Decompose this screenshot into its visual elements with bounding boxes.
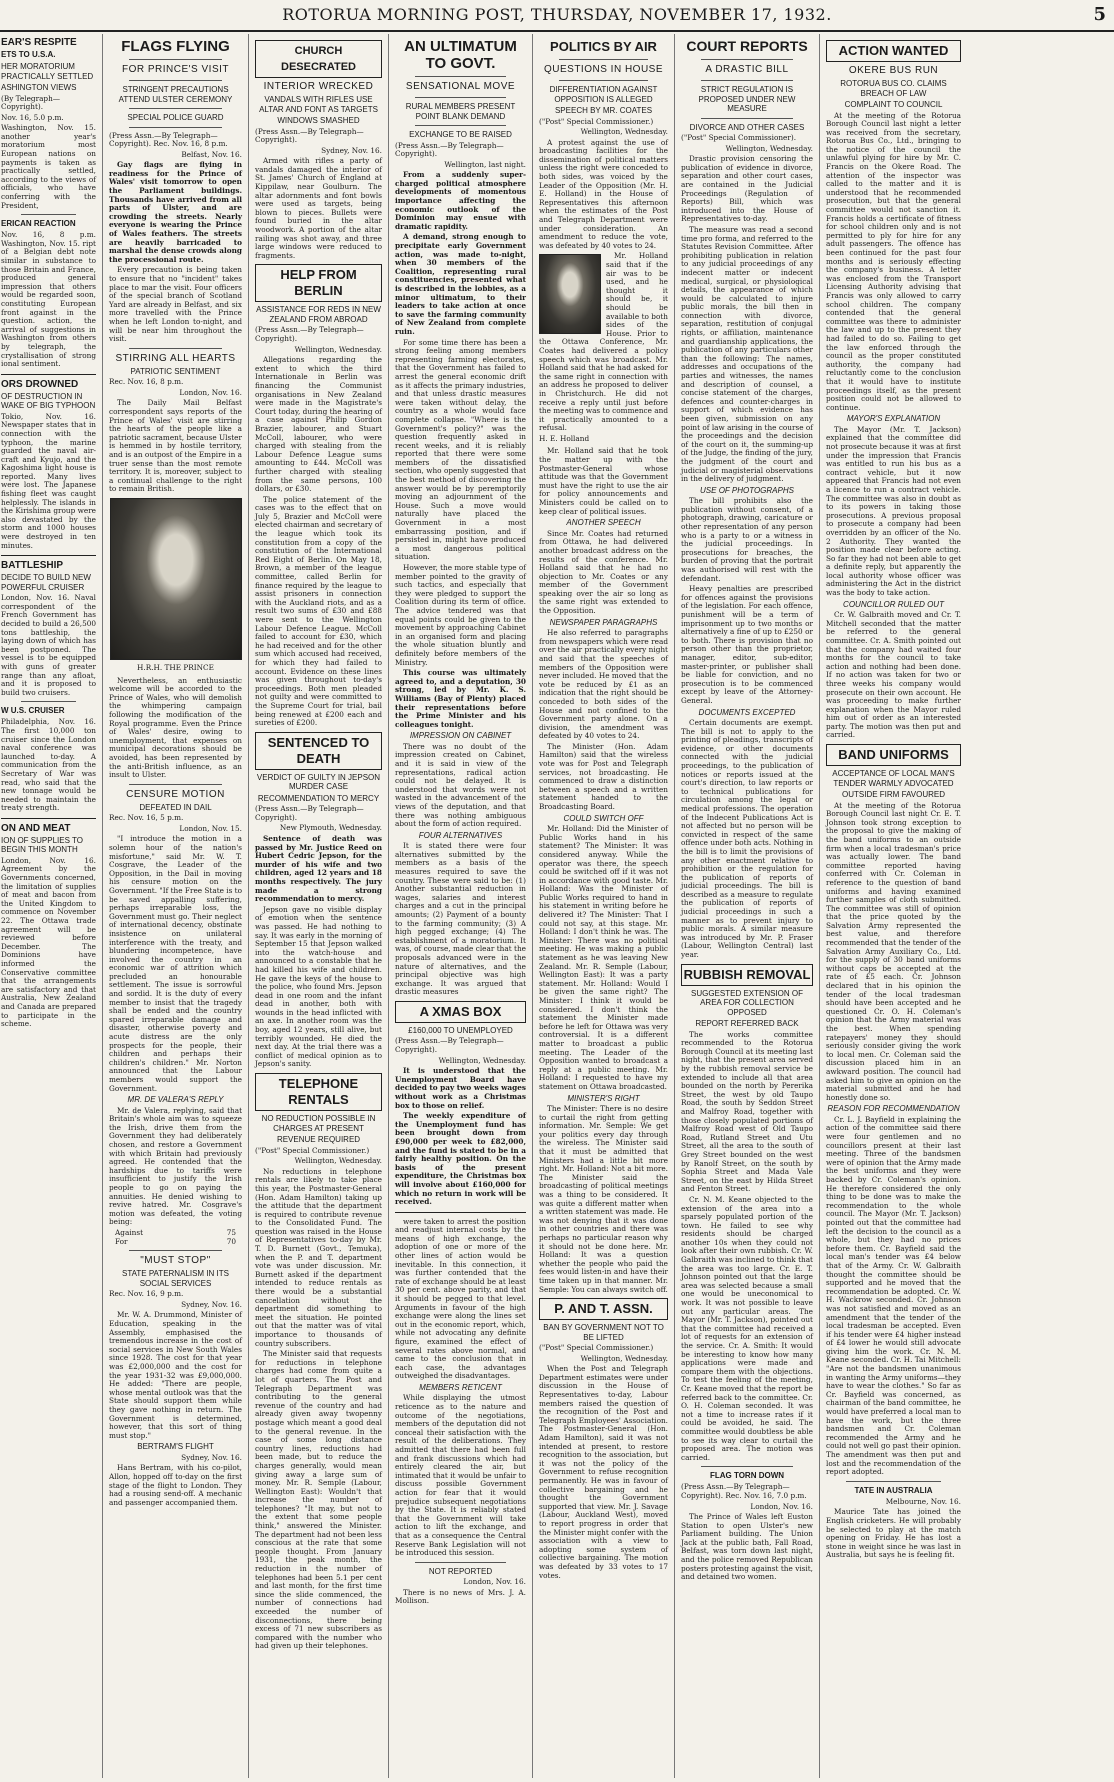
page-number: 5 bbox=[1093, 4, 1106, 25]
subhead: RECOMMENDATION TO MERCY bbox=[257, 793, 380, 803]
article-paragraph: The police statement of the cases was to the effect that on July 5, Brazier and McColl were elected chairman and secretary of the league which took its constitution from a copy of the constitution of the International Red Eight of Berlin. On May 18, Brown, a member of the league committee, called Berlin for finance required by the league to assist prisoners in connection with the Auckland riots, and as a result two sums of £30 and £88 were sent to the Wellington Labour Defence League. McColl failed to account for £30, which he had received and for the other sum which accused had received, for which they had failed to account. Evidence on these lines was given throughout to-day's proceedings. Both men pleaded not guilty and were committed to the Supreme Court for trial, bail being renewed at £200 each and sureties of £200. bbox=[255, 494, 382, 728]
subhead: REASON FOR RECOMMENDATION bbox=[827, 1104, 960, 1114]
dateline: (Press Assn.—By Telegraph—Copyright). Rec. Nov. 16, 8 p.m. bbox=[109, 130, 228, 149]
headline-bacon-meat: ON AND MEAT bbox=[1, 822, 71, 834]
article-paragraph: Every precaution is being taken to ensure that no "incident" takes place to mar the visit. Four officers of the special branch of Scotland Yard are already in Belfast, and six more travelled with the Prince when he left London to-night, and will be near him throughout the visit. bbox=[109, 265, 242, 344]
article-paragraph: Nevertheless, an enthusiastic welcome will be accorded to the Prince of Wales, who will demolish the whimpering campaign following the modification of the Royal programme. Even the Prince of Wales' desire, owing to unemployment, that expenses on municipal decorations should be avoided, has been represented by the anti-British influence, as an insult to Ulster. bbox=[109, 675, 242, 780]
article-paragraph: Drastic provision censoring the publication of evidence in divorce, separation and other court cases, are contained in the Judicial Proceedings (Regulation of Reports) Bill, which was introduced into the House of Representatives to-day. bbox=[681, 154, 813, 224]
dateline: (Press Assn.—By Telegraph—Copyright). bbox=[255, 325, 364, 343]
headline-sentenced-to-death: SENTENCED TO DEATH bbox=[255, 732, 382, 770]
divider bbox=[846, 1481, 941, 1482]
article-paragraph: Maurice Tate has joined the English cricketers. He will probably be selected to play at the match opening on Friday. He has lost a stone in weight since he was last in Australia, but says he is feeling fit. bbox=[826, 1507, 961, 1560]
place-date: Sydney, Nov. 16. bbox=[181, 1452, 242, 1462]
article-paragraph: There is no news of Mrs. J. A. Mollison. bbox=[395, 1587, 526, 1606]
article-paragraph: When the Post and Telegraph Department estimates were under discussion in the House of Representatives to-day, Labour members raised the question of the recognition of the Post and Telegraph Employees' Association. The Postmaster-General (Hon. Adam Hamilton), said it was not intended at present, to restore recognition to the association, but it was not the policy of the Government to refuse recognition permanently. He was in favour of collective bargaining and he thought the Government supported that view. Mr. J. Savage (Labour, Auckland West), moved to report progress in order that the Minister might confer with the association with a view to adopting some system of collective bargaining. The motion was defeated by 33 votes to 17 votes. bbox=[539, 1364, 668, 1580]
subhead: OUTSIDE FIRM FAVOURED bbox=[842, 790, 945, 800]
article-paragraph: It is stated there were four alternatives submitted by the members as a basis of the measures required to save the country. These were said to be: (1) Another substantial reduction in wages, salaries and interest charges and a cut in the principal amounts; (2) Payment of a bounty to the farming community; (3) A high pegged exchange; (4) The establishment of a moratorium. It was, of course, made clear that the proposals advanced were in the nature of alternatives, and the principal objective was high exchange. It was argued that drastic measures bbox=[395, 841, 526, 997]
headline-telephone-rentals: TELEPHONE RENTALS bbox=[255, 1073, 382, 1111]
divider bbox=[415, 76, 506, 77]
headline-tate-in-australia: TATE IN AUSTRALIA bbox=[854, 1485, 933, 1495]
dateline: ("Post" Special Commissioner.) bbox=[539, 1343, 654, 1353]
article-paragraph: Since Mr. Coates had returned from Ottawa, he had delivered another broadcast address on the results of the conference. Mr. Holland said that he had no objection to Mr. Coates or any member of the Government speaking over the air so long as the same right was extended to the Opposition. bbox=[539, 528, 668, 616]
headline-action-wanted: ACTION WANTED bbox=[826, 40, 961, 62]
divider bbox=[701, 1466, 793, 1467]
headline-debt-respite: EAR'S RESPITE bbox=[1, 37, 77, 48]
vote-count: 70 bbox=[226, 1236, 236, 1246]
divider bbox=[701, 118, 793, 119]
article-paragraph: A protest against the use of broadcasting facilities for the dissemination of political matters unless the right were conceded to both sides, was voiced by the Leader of the Opposition (Mr. H. E. Holland) in the House of Representatives this afternoon when the estimates of the Post and Telegraph Department were under consideration. An amendment to reduce the vote, was defeated by 40 votes to 24. bbox=[539, 137, 668, 250]
headline-church-desecrated: CHURCH DESECRATED bbox=[255, 40, 382, 78]
subhead: REVENUE REQUIRED bbox=[276, 1135, 361, 1145]
subhead: DEFEATED IN DAIL bbox=[139, 802, 212, 812]
headline-p-and-t-assn: P. AND T. ASSN. bbox=[539, 1298, 668, 1320]
article-paragraph: The Prince of Wales left Euston Station to open Ulster's new Parliament building. The Union Jack at the public bath, Fall Road, Belfast, was torn down last night, and the police removed Republican posters protesting against the visit, and detained two women. bbox=[681, 1512, 813, 1582]
photo-caption: H.R.H. THE PRINCE bbox=[137, 662, 214, 672]
dateline: (Press Assn.—By Telegraph—Copyright). bbox=[395, 140, 504, 159]
divider bbox=[129, 348, 222, 349]
subhead: ASSISTANCE FOR REDS IN NEW ZEALAND FROM ABROAD bbox=[256, 305, 381, 324]
divider bbox=[415, 125, 506, 126]
divider bbox=[559, 80, 648, 81]
subhead: WINDOWS SMASHED bbox=[277, 116, 360, 125]
subhead: COMPLAINT TO COUNCIL bbox=[844, 100, 943, 109]
article-paragraph: Allegations regarding the extent to which the third Internationale in Berlin was financing the Communist organisations in New Zealand were made in the Magistrate's Court today, during the hearing of a case against Philip Gordon Brazier, labourer, and Stuart McColl, labourer, who were charged with stealing from the Labour Defence League sums amounting to £44. McColl was further charged with stealing from the same persons, 100 dollars, or £30. bbox=[255, 355, 382, 494]
article-paragraph: Washington, Nov. 15. another year's moratorium most European nations on payments is taken as practically settled, according to the views of officials, who have conferring with the President, bbox=[1, 123, 96, 210]
subhead: INTERIOR WRECKED bbox=[263, 81, 374, 92]
column-6 bbox=[675, 34, 820, 1778]
article-paragraph: There was no doubt of the impression created on Cabinet, and it is said in view of the representations, radical action could not be delayed. It is understood that words were not wasted in the advancement of the views of the deputation, and that there was nothing ambiguous about the form of action required. bbox=[395, 741, 526, 829]
dateline: Nov. 16, 5.0 p.m. bbox=[1, 112, 64, 122]
subhead: VANDALS WITH RIFLES USE ALTAR AND FONT AS TARGETS bbox=[259, 95, 378, 114]
subhead: STRINGENT PRECAUTIONS ATTEND ULSTER CEREMONY bbox=[118, 85, 233, 104]
masthead bbox=[0, 0, 1114, 32]
dateline: (Press Assn.—By Telegraph—Copyright). bbox=[255, 804, 364, 822]
article-paragraph: Armed with rifles a party of vandals damaged the interior of St. James' Church of England at Kippilaw, near Goulburn. The altar adornments and font bowls were used as targets, being blown to pieces. Bullets were found buried in the altar woodwork. A portion of the altar railing was shot away, and three large windows were reduced to fragments. bbox=[255, 156, 382, 260]
headline-flags-flying: FLAGS FLYING bbox=[121, 38, 230, 55]
subhead: DIVORCE AND OTHER CASES bbox=[689, 122, 805, 132]
subhead: HER MORATORIUM PRACTICALLY SETTLED bbox=[1, 62, 94, 81]
article-paragraph: Tokio, Nov. 16. Newspaper states that in connection with the typhoon, the marine guarded the naval air-craft and Kyujo, and the Kagoshima light house is reported. Many lives were lost. The Japanese fishing fleet was caught helplessly. The islands in the Kirishima group were also devastated by the storm and 1000 houses were destroyed in ten minutes. bbox=[1, 411, 96, 550]
divider bbox=[1, 555, 96, 556]
article-paragraph: No reductions in telephone rentals are likely to take place this year, the Postmaster-General (Hon. Adam Hamilton) taking up the attitude that the department is required to contribute revenue to the Consolidated Fund. The question was raised in the House of Representatives to-day by Mr. T. D. Burnett (Govt., Temuka), when the P. and T. department vote was under discussion. Mr. Burnett asked if the department intended to reduce rentals as there would be a substantial cancellation without the department did something to meet the situation. He pointed out that the matter was of vital importance to thousands of country subscribers. bbox=[255, 1166, 382, 1348]
place-date: Wellington, Wednesday. bbox=[438, 1055, 526, 1065]
subhead: RURAL MEMBERS PRESENT POINT BLANK DEMAND bbox=[405, 102, 516, 121]
place-date: Melbourne, Nov. 16. bbox=[885, 1496, 961, 1506]
column-4 bbox=[389, 34, 533, 1778]
article-paragraph: The Minister said that requests for reductions in telephone charges had come from quite a lot of quarters. The Post and Telegraph Department was contributing to the general revenue of the country and had already given away twopenny postage which meant a good deal to the general revenue. In the case of some long distance country lines, reductions had been made, but to reduce the charges generally, would mean giving away a large sum of money. Mr. R. Semple (Labour, Wellington East): Wouldn't that increase the number of telephones? "It may, but not to the extent that some people think," answered the Minister. The department had not been less conscious at the rate that some people thought. From January 1931, the peak month, the reduction in the number of telephones had been 5.1 per cent and last month, for the first time since the slide commenced, the number of connections had exceeded the number of disconnections, there being excess of 71 new subscribers as compared with the number who had given up their telephones. bbox=[255, 1349, 382, 1651]
article-paragraph: London, Nov. 16. Naval correspondent of the French Government has decided to build a 26,500 tons battleship, the laying down of which has been postponed. The vessel is to be equipped with guns of greater range than any afloat, and it is proposed to build two cruisers. bbox=[1, 593, 96, 697]
subhead: ERICAN REACTION bbox=[1, 219, 76, 229]
article-paragraph: Hans Bertram, with his co-pilot, Allon, hopped off to-day on the first stage of the flight to London. They had a rousing send-off. A mechanic and passenger accompanied them. bbox=[109, 1463, 242, 1507]
place-date: Wellington, Wednesday. bbox=[294, 344, 382, 354]
subhead: CENSURE MOTION bbox=[126, 788, 225, 800]
subhead: DIFFERENTIATION AGAINST OPPOSITION IS ALLEGED bbox=[549, 85, 658, 104]
article-paragraph: The bill prohibits also the publication without consent, of a photograph, drawing, caricature or other representation of any person who is a party to or a witness in the judicial proceedings. In prosecutions for breaches, the burden of proving that the portrait was authorised will rest with the defendant. bbox=[681, 496, 813, 583]
article-paragraph: Mr. Holland said that if the air was to be used, and he thought it should be, it should be available to both sides of the House. Prior to the Ottawa Conference, Mr. Coates had delivered a policy speech which was broadcast. Mr. Holland said that he had asked for the same right in connection with an address he proposed to deliver in Christchurch. He did not receive a reply until just before the meeting was to commence and it practically amounted to a refusal. bbox=[539, 251, 668, 433]
article-lead: It is understood that the Unemployment Board have decided to pay two weeks wages without work as a Christmas box to those on relief. bbox=[395, 1066, 526, 1110]
place-date: Belfast, Nov. 16. bbox=[181, 149, 242, 159]
subhead: DECIDE TO BUILD NEW POWERFUL CRUISER bbox=[1, 573, 91, 592]
article-paragraph: However, the more stable type of member pointed to the gravity of such tactics, and especially that they were pledged to support the Coalition during its term of office. The advice tendered was that equal points could be given to the movement by approaching Cabinet in an organised form and placing the whole situation bluntly and definitely before members of the Ministry. bbox=[395, 563, 526, 667]
subhead: VERDICT OF GUILTY IN JEPSON MURDER CASE bbox=[256, 772, 381, 792]
subhead: SPECIAL POLICE GUARD bbox=[127, 113, 224, 122]
place-date: New Plymouth, Wednesday. bbox=[279, 823, 382, 833]
subhead: COULD SWITCH OFF bbox=[563, 813, 644, 823]
article-lead: Sentence of death was passed by Mr. Justice Reed on Hubert Cedric Jepson, for the murder of his wife and two children, aged 12 years and 18 months respectively. The jury made a strong recommendation to mercy. bbox=[255, 834, 382, 904]
subhead: NO REDUCTION POSSIBLE IN CHARGES AT PRESENT bbox=[261, 1114, 376, 1133]
subhead: NEWSPAPER PARAGRAPHS bbox=[549, 617, 658, 627]
subhead: ACCEPTANCE OF LOCAL MAN'S TENDER WARMLY ADVOCATED bbox=[832, 769, 955, 788]
subhead: W U.S. CRUISER bbox=[1, 706, 65, 716]
article-paragraph: Cr. N. M. Keane objected to the extension of the area into a sparsely populated portion of the town. He failed to see why residents should be charged another 10s when they could not look after their own rubbish. Cr. W. Galbraith was inclined to think that the area was too large. Cr. E. T. Johnson pointed out that the large area was selected because a small one would be uneconomical to work. It was not possible to leave out any particular areas. The Mayor (Mr. T. Jackson), pointed out that the committee had received a lot of requests for an extension of the service. Cr. A. Smith: It would be interesting to know how many applications were made and compare them with the objections. To test the feeling of the meeting, Cr. Keane moved that the report be referred back to the committee. Cr. O. H. Coleman seconded. It was not a time to increase rates if it could be avoided, he said. The committee would doubtless be able to see its way clear to curtail the proposed area. The motion was carried. bbox=[681, 1194, 813, 1462]
headline-xmas-box: A XMAS BOX bbox=[395, 1001, 526, 1023]
newspaper-title: ROTORUA MORNING POST, THURSDAY, NOVEMBER 17, 1932. bbox=[282, 5, 832, 24]
column-5 bbox=[533, 34, 675, 1778]
newspaper-columns bbox=[0, 34, 1114, 1778]
headline-help-from-berlin: HELP FROM BERLIN bbox=[255, 264, 382, 302]
place-date: London, Nov. 15. bbox=[179, 823, 242, 833]
headline-sailors-drowned: ORS DROWNED bbox=[1, 378, 79, 390]
vote-label: Against bbox=[115, 1228, 144, 1237]
divider bbox=[129, 59, 222, 60]
place-date: Sydney, Nov. 16. bbox=[181, 1299, 242, 1309]
subhead: ASHINGTON VIEWS bbox=[1, 83, 77, 92]
place-date: Sydney, Nov. 16. bbox=[321, 145, 382, 155]
subhead: USE OF PHOTOGRAPHS bbox=[700, 485, 794, 495]
divider bbox=[1, 818, 96, 819]
subhead-not-reported: NOT REPORTED bbox=[428, 1566, 493, 1576]
article-lead: From a suddenly super-charged political atmosphere developments of momentous importance affecting the economic outlook of the Dominion may ensue with dramatic rapidity. bbox=[395, 170, 526, 231]
article-paragraph: Cr. L. J. Bayfield in explaining the action of the committee said there were four gentlemen and no councillors present at their last meeting. Three of the bandsmen were of opinion that the Army made the best uniforms and they were backed by Cr. Coleman's opinion. He therefore considered the only thing to be done was to make the recommendation to the whole council. The Mayor (Mr. T. Jackson) pointed out that the committee had left the decision to the council as a whole, but they had no prices before them. Cr. Bayfield said the local man's tender was £4 below that of the Army. Cr. W. Galbraith thought the committee should be supported and he moved that the recommendation be adopted. Cr. W. H. Wackrow seconded. Cr. Johnson was not satisfied and moved as an amendment that the tender of the local tradesman be accepted. Even if his tender were £4 higher instead of £4 lower he would still advocate giving him the work. Cr. N. M. Keane seconded. Cr. H. Tai Mitchell: "Are not the bandsmen unanimous in wanting the Army uniforms—they have to wear the clothes." So far as Cr. Bayfield was concerned, as chairman of the band committee, he would have preferred a local man to have the work, but the three bandsmen and Cr. Coleman recommended the Army and he could not well go past their opinion. The amendment was then put and lost and the recommendation of the report adopted. bbox=[826, 1114, 961, 1477]
divider bbox=[701, 59, 793, 60]
dateline: ("Post" Special Commissioner). bbox=[681, 133, 797, 142]
subhead: OKERE BUS RUN bbox=[848, 65, 939, 76]
subhead: MAYOR'S EXPLANATION bbox=[846, 414, 941, 424]
article-paragraph: "I introduce the motion in a solemn hour of the nation's misfortune," said Mr. W. T. Cosgrave, the Leader of the Opposition, in the Dail in moving his censure motion on the Government. "If the Free State is to be saved appalling suffering, perhaps irreparable loss, the Government must go. Their neglect of international decency, obstinate insistence on unilateral interference with the treaty, and blundering incompetence, have involved the country in an economic war of attrition which precluded an honourable settlement. The issue is sorrowful and sordid. It is the duty of every member to insist that the tragedy shall be ended and the country spared irreparable damage and disaster, otherwise poverty and acute distress are the only prospects for the people, their children and perhaps their children's children." Mr. Norton announced that the Labour members would support the Government. bbox=[109, 834, 242, 1093]
subhead: QUESTIONS IN HOUSE bbox=[543, 64, 663, 75]
column-3 bbox=[249, 34, 389, 1778]
column-7 bbox=[820, 34, 967, 1778]
headline-politics-by-air: POLITICS BY AIR bbox=[550, 39, 657, 54]
subhead: OF DESTRUCTION IN WAKE OF BIG TYPHOON bbox=[1, 391, 96, 411]
article-paragraph: Certain documents are exempt. The bill is not to apply to the printing of pleadings, transcripts of evidence, or other documents connected with the judicial proceedings, to the publication of notices or reports issued at the court's direction, to law reports or to technical publications for circulation among the legal or medical professions. The operation of the Indecent Publications Act is not affected but no person will be convicted in respect of the same offence under both acts. Nothing in the bill is to limit the provisions of any other enactment relative to prohibition or the regulation for the publication of reports of judicial proceedings. The bill is described as a measure to regulate the publication of reports of judicial proceedings in such a manner as to prevent injury to public morals. A similar measure was introduced by Mr. P. Fraser (Labour, Wellington Central) last year. bbox=[681, 718, 813, 960]
article-paragraph: At the meeting of the Rotorua Borough Council last night a letter was received from the secretary, Rotorua Bus Co., Ltd., bringing to the notice of the council the unlawful plying for hire by Mr. C. Francis on the Okere Road. The attention of the inspector was called to the matter and it is understood that he recommended prosecution, but that the general committee would not sanction it. Francis holds a certificate of fitness for school children only and is not permitted to ply for hire for any adult passengers. The offence has been continued for the past four months and is seriously effecting the company's business. A letter was enclosed from the Transport Licensing Authority advising that Francis was only allowed to carry school children. The company contended that the general committee was there to administer the law and up to the present they had failed to do so. Failing to get the law enforced through the council as the proper constituted authority, the company had reluctantly come to the conclusion that it would have to institute proceedings itself, as the present position could not be allowed to continue. bbox=[826, 110, 961, 412]
headline-band-uniforms: BAND UNIFORMS bbox=[826, 744, 961, 766]
subhead: FOUR ALTERNATIVES bbox=[418, 830, 503, 840]
place-date: London, Nov. 16. bbox=[750, 1501, 813, 1511]
article-paragraph: The Daily Mail Belfast correspondent says reports of the Prince of Wales' visit are stirring the hearts of the people like a patriotic sacrament, because Ulster is hemmed in by hostile territory, and is an outpost of the Empire in a truer sense than the most remote territory. It is, moreover, subject to a continual challenge to the right to remain British. bbox=[109, 398, 242, 494]
column-1 bbox=[0, 34, 103, 1778]
article-paragraph: Mr. W. A. Drummond, Minister of Education, speaking in the Assembly, emphasised the tremendous increase in the cost of social services in New South Wales since 1928. The cost for that year was £2,000,000 and the cost for the year 1931-32 was £9,000,000. He added: "There are people, whose mental outlook was that the State should support them while they gave nothing in return. The Government is determined, however, that this sort of thing must stop." bbox=[109, 1310, 242, 1440]
subhead: MEMBERS RETICENT bbox=[419, 1382, 502, 1392]
article-paragraph: Heavy penalties are prescribed for offences against the provisions of the legislation. For each offence, punishment will be a term of imprisonment up to two months or alternatively a fine of up to £250 or to both. There is provision that no person other than the proprietor, manager, editor, sub-editor, master-printer, or publisher shall be liable for conviction, and no prosecution is to be commenced except by leave of the Attorney-General. bbox=[681, 584, 813, 705]
article-paragraph: Mr. Holland said that he took the matter up with the Postmaster-General whose attitude was that the Government must have the right to use the air for policy announcements and Ministers could be called on to keep clear of political issues. bbox=[539, 446, 668, 516]
subhead: ETS TO U.S.A. bbox=[1, 50, 56, 59]
article-paragraph: While displaying the utmost reticence as to the nature and outcome of the negotiations, members of the deputation did not conceal their satisfaction with the result of the deliberations. They admitted that there had been full and frank discussions which had entirely cleared the air, but intimated that it would be unfair to discuss possible Government action for fear that it would prejudice subsequent negotiations by the State. It is reliably stated that the Government will take action to lift the exchange, and that as a consequence the Central Reserve Bank Legislation will not be introduced this session. bbox=[395, 1393, 526, 1558]
divider bbox=[129, 127, 222, 128]
divider bbox=[559, 59, 648, 60]
article-paragraph: He also referred to paragraphs from newspapers which were read over the air practically every night and said that the speeches of members of the Opposition were never included. He moved that the vote be reduced by £1 as an indication that the right should be conceded to both sides of the House and not confined to the Government party alone. On a division, the amendment was defeated by 40 votes to 24. bbox=[539, 628, 668, 741]
subhead: ION OF SUPPLIES TO BEGIN THIS MONTH bbox=[1, 835, 83, 855]
article-paragraph: The weekly expenditure of the Unemployment fund has been brought down from £90,000 per week to £82,000, and the fund is stated to be in a fairly healthy position. On the basis of the present expenditure, the Christmas box will involve about £160,000 for which no return in work will be received. bbox=[395, 1111, 526, 1207]
subhead: STIRRING ALL HEARTS bbox=[115, 352, 236, 364]
holland-portrait-photo bbox=[539, 254, 601, 334]
subhead: BERTRAM'S FLIGHT bbox=[137, 1442, 214, 1452]
subhead: SENSATIONAL MOVE bbox=[405, 81, 516, 92]
place-date: Wellington, Wednesday. bbox=[294, 1156, 382, 1166]
article-paragraph: London, Nov. 16. Agreement by the Governments concerned, the limitation of supplies of meat and bacon from the United Kingdom to commence on November 22. The Ottawa trade agreement will be reviewed before December. The Dominions have informed the Conservative committee that the arrangements are satisfactory and that Australia, New Zealand and Canada are prepared to participate in the scheme. bbox=[1, 855, 96, 1029]
subhead: "MUST STOP" bbox=[140, 1255, 211, 1267]
article-paragraph: At the meeting of the Rotorua Borough Council last night Cr. E. T. Johnson took strong exception to the proposal to give the making of the band uniforms to an outside firm when a local tradesman's price was actually lower. The band committee reported having conferred with Cr. Coleman in reference to the question of band uniforms and having examined further samples of cloth submitted. The committee was still of opinion that the price quoted by the Salvation Army represented the best value, and therefore recommended that the tender of the Salvation Army Auxiliary Co., Ltd. for the supply of 30 band uniforms without caps be accepted at the rate of £5 each. Cr. Johnson declared that in his opinion the tender of the local tradesman should have been accepted and he questioned Cr. O. H. Coleman's opinion that the Army material was the best. When spending ratepayers' money they should seriously consider giving the work to local men. Cr. Coleman said the discussion placed him in an awkward position. The council had asked him to give an opinion on the material submitted and he had honestly done so. bbox=[826, 800, 961, 1102]
place-date: London, Nov. 16. bbox=[179, 387, 242, 397]
subhead: PATRIOTIC SENTIMENT bbox=[130, 366, 221, 376]
subhead: ROTORUA BUS CO. CLAIMS BREACH OF LAW bbox=[840, 79, 947, 98]
headline-ultimatum: AN ULTIMATUM TO GOVT. bbox=[404, 38, 517, 72]
divider bbox=[701, 80, 793, 81]
headline-rubbish-removal: RUBBISH REMOVAL bbox=[681, 964, 813, 986]
article-paragraph: The measure was read a second time pro forma, and referred to the Statutes Revision Committee. After prohibiting publication in relation to any judicial proceedings of any indecent matter or indecent medical, surgical, or physiological details, the appearance of which would be calculated to injure public morals, the bill then in connection with divorce, separation, restitution of conjugal rights, or affiliation, maintenance and guardianship applications, the publication of any particulars other than the following: The names, addresses and occupations of the parties and witnesses, the names and description of counsel, a concise statement of the charges, defences and counter-charges in support of which evidence has been given, submission on any point of law arising in the course of the proceedings and the decision of the court on it, the summing-up of the Judge, the finding of the jury, the judgment of the court and judicial or magisterial observations in the delivery of judgment. bbox=[681, 224, 813, 484]
divider bbox=[129, 80, 222, 81]
photo-caption: H. E. Holland bbox=[539, 433, 590, 443]
article-paragraph: This course was ultimately agreed to, and a deputation, 30 strong, led by Mr. K. S. Williams (Bay of Plenty) placed their representations before the Prime Minister and his colleagues tonight. bbox=[395, 668, 526, 729]
article-paragraph: The Minister: There is no desire to curtail the right from getting information. Mr. Semple: We get your politics every day through the wireless. The Minister said that it must be admitted that Ministers had a little bit more right. Mr. Holland: Not a bit more. The Minister said the broadcasting of political meetings was a thing to be considered. It was quite a different matter when a written statement was made. He was not denying that it was done in other countries and there was perhaps no particular reason why it should not be done here. Mr. Holland: It was a question whether the people who paid the fees would listen-in and have their time taken up in that manner. Mr. Semple: You can always switch off. bbox=[539, 1104, 668, 1294]
place-date: Wellington, Wednesday. bbox=[580, 127, 668, 137]
subhead: BAN BY GOVERNMENT NOT TO BE LIFTED bbox=[543, 1323, 664, 1342]
place-date: Wellington, Wednesday. bbox=[725, 143, 813, 153]
dateline: ("Post" Special Commissioner.) bbox=[255, 1145, 370, 1155]
place-date: Wellington, last night. bbox=[444, 159, 526, 169]
article-paragraph: The Minister (Hon. Adam Hamilton) said that the wireless vote was for Post and Telegraph services, not broadcasting. He commenced to draw a distinction between a speech and a written statement handed to the Broadcasting Board. bbox=[539, 741, 668, 812]
subhead: STATE PATERNALISM IN ITS SOCIAL SERVICES bbox=[122, 1269, 229, 1288]
subhead: MINISTER'S RIGHT bbox=[567, 1093, 640, 1103]
subhead: A DRASTIC BILL bbox=[705, 64, 789, 75]
divider bbox=[21, 701, 76, 702]
headline-court-reports: COURT REPORTS bbox=[686, 38, 808, 54]
subhead: £160,000 TO UNEMPLOYED bbox=[408, 1025, 513, 1035]
dateline: (Press Assn.—By Telegraph—Copyright). bbox=[395, 1036, 504, 1054]
dateline: (Press Assn.—By Telegraph—Copyright). bbox=[255, 126, 364, 145]
dateline: Rec. Nov. 16, 5 p.m. bbox=[109, 813, 184, 823]
subhead: ANOTHER SPEECH bbox=[566, 518, 641, 528]
place-date: Wellington, Wednesday. bbox=[580, 1353, 668, 1363]
vote-label: For bbox=[115, 1236, 128, 1246]
divider bbox=[129, 784, 222, 785]
article-paragraph: The Mayor (Mr. T. Jackson) explained that the committee did not prosecute because it was at first under the impression that Francis was entitled to run his bus as a contract vehicle, but it now appeared that Francis had not even a licence to run a contract vehicle. The committee was also in doubt as to its powers in taking those prosecutions. A previous proposal to prosecute a company had been overridden by an officer of the No. 2 Authority. They wanted the position made clear before acting. So far they had not been able to get a definite reply, but apparently the local authority whose officer was administering the Act in the district was the body to take action. bbox=[826, 424, 961, 598]
divider bbox=[21, 214, 76, 215]
article-paragraph: Philadelphia, Nov. 16. The first 10,000 ton cruiser since the London naval conference was launched to-day. A communication from the Secretary of War was read, who said that the new tonnage would be needed to maintain the treaty strength. bbox=[1, 717, 96, 813]
article-paragraph: For some time there has been a strong feeling among members representing farming electorates, that the Government has failed to arrest the general economic drift as it affects the primary industries, and that unless drastic measures were taken without delay, the country as a whole would face complete collapse. "Where is the Government's policy?" was the question frequently asked in recent weeks, and it is reliably reported that there were some members of the dissatisfied section, who openly suggested that the best method of discovering the answer would be by peremptorily moving an adjournment of the House. Such a move would naturally have placed the Government in a most embarrassing position, and if persisted in, might have produced a most dangerous political situation. bbox=[395, 337, 526, 562]
subhead: REPORT REFERRED BACK bbox=[695, 1019, 799, 1029]
headline-flag-torn-down: FLAG TORN DOWN bbox=[709, 1471, 785, 1481]
vote-row-against bbox=[109, 1229, 242, 1238]
article-paragraph: Jepson gave no visible display of emotion when the sentence was passed. He had nothing to say. It was early in the morning of September 15 that Jepson walked into the watch-house and announced to a constable that he had killed his wife and children. He gave the keys of the house to the police, who found Mrs. Jepson dead in one room and the infant dead in another, both with wounds in the head inflicted with an axe. In another room was the boy, aged 12 years, still alive, but terribly wounded. He died the next day. At the trial there was a conflict of medical opinion as to Jepson's sanity. bbox=[255, 904, 382, 1069]
subhead: COUNCILLOR RULED OUT bbox=[843, 599, 944, 609]
vote-count: 75 bbox=[226, 1228, 236, 1237]
subhead: FOR PRINCE'S VISIT bbox=[121, 64, 230, 75]
divider bbox=[129, 108, 222, 109]
article-lead: A demand, strong enough to precipitate early Government action, was made to-night, when 30 members of the Coalition, representing rural constituencies, presented what is described in the lobbies, as a minor ultimatum, to their leaders to take action at once to save the farming community of New Zealand from complete ruin. bbox=[395, 232, 526, 336]
prince-portrait-photo bbox=[110, 498, 242, 660]
column-2 bbox=[103, 34, 249, 1778]
dateline: Rec. Nov. 16, 9 p.m. bbox=[109, 1289, 184, 1299]
article-paragraph: Mr. Holland: Did the Minister of Public Works hand in his statement? The Minister: It was considered anyway. While the operator was there, the speech could be switched off if it was not in accordance with good taste. Mr. Holland: Was the Minister of Public Works required to hand in his statement in writing before he delivered it? The Minister: That I could not say, at this stage. Mr. Holland: I don't think he was. The Minister: There was no political meeting. He was making a public statement as he was leaving New Zealand. Mr. R. Semple (Labour, Wellington East): It was a party statement. Mr. Holland: Would I be given the same right? The Minister: I think it would be considered. I don't think the statement the Minister made before he left for Ottawa was very controversial. It is a different matter to broadcast a public meeting. The Leader of the Opposition wanted to broadcast a reply at a public meeting. Mr. Holland: I requested to have my statement on Ottawa broadcasted. bbox=[539, 824, 668, 1091]
article-lead: Gay flags are flying in readiness for the Prince of Wales' visit tomorrow to open the Parliament buildings. Thousands have arrived from all parts of Ulster, and are crowding the streets. Nearly everyone is wearing the Prince of Wales feathers. The streets are heavily barricaded to marshal the dense crowds along the processional route. bbox=[109, 160, 242, 264]
subhead: MR. DE VALERA'S REPLY bbox=[127, 1095, 224, 1105]
subhead: SUGGESTED EXTENSION OF AREA FOR COLLECTION OPPOSED bbox=[690, 988, 803, 1017]
article-paragraph: Mr. de Valera, replying, said that Britain's whole aim was to squeeze the Irish, drive them from the Government they had deliberately chosen, and restore a Government with which Britain had previously agreed. He contended that the hardships due to tariffs were insufficient to justify the Irish people to go on paying the annuities. He denied wishing to revive hatred. Mr. Cosgrave's motion was defeated, the voting being: bbox=[109, 1105, 242, 1227]
place-date: London, Nov. 16. bbox=[463, 1577, 526, 1587]
subhead: DOCUMENTS EXCEPTED bbox=[698, 707, 796, 717]
article-paragraph: Nov. 16, 8 p.m. Washington, Nov. 15. ript of a Belgian debt note similar in substance to those Britain and France, produced general impression that others would be regarded soon, constituting European front against in the question. action, the arrival of suggestions in Washington from others by telegraph, the crystallisation of strong ional sentiment. bbox=[1, 230, 96, 369]
headline-battleship: BATTLESHIP bbox=[1, 560, 64, 572]
article-paragraph: Cr. W. Galbraith moved and Cr. T. Mitchell seconded that the matter be referred to the general committee. Cr. A. Smith pointed out that the company had waited four months for the council to take action and nothing had been done. If no action was taken for two or three weeks his company would prosecute on their own account. He was proceeding to make further explanation when the Mayor ruled him out of order as an interested party. The motion was then put and carried. bbox=[826, 610, 961, 740]
subhead: IMPRESSION ON CABINET bbox=[409, 731, 512, 741]
dateline: (Press Assn.—By Telegraph—Copyright). Rec. Nov. 16, 7.0 p.m. bbox=[681, 1482, 807, 1500]
subhead: EXCHANGE TO BE RAISED bbox=[409, 130, 512, 139]
dateline: Rec. Nov. 16, 8 p.m. bbox=[109, 377, 184, 387]
vote-row-for bbox=[109, 1238, 242, 1247]
divider bbox=[129, 1250, 222, 1251]
divider bbox=[415, 97, 506, 98]
article-paragraph: were taken to arrest the position and readjust internal costs by the means of high exchange, the adoption of one or more of the other lines of action would be inevitable. In this connection, it was further contended that the rate of exchange should be at least 30 per cent. above parity, and that it should be pegged to that level. Arguments in favour of the high exchange were along the lines set out in the economic report, which, while not advocating any definite figure, examined the effect of several rates above normal, and came to the conclusion that in each case, the advantages outweighed the disadvantages. bbox=[395, 1216, 526, 1381]
article-paragraph: The works committee recommended to the Rotorua Borough Council at its meeting last night, that the present area served by the rubbish removal service be extended to include all that area bounded on the north by Pererika Street, the west by old Taupo Road, the south by Seddon Street and Malfroy Road, together with those closely populated portions of Malfroy Road west of Old Taupo Road, Rutland Street and Utu Street, all the area to the south of Grey Street bounded on the west by Ranolf Street, on the south by Sophia Street and Mada Vale Street, on the east by Hilda Street and Fenton Street. bbox=[681, 1029, 813, 1194]
divider bbox=[1, 374, 96, 375]
divider bbox=[415, 1562, 506, 1563]
subhead: STRICT REGULATION IS PROPOSED UNDER NEW MEASURE bbox=[698, 85, 796, 113]
subhead: SPEECH BY MR. COATES bbox=[554, 106, 653, 115]
dateline: (By Telegraph—Copyright). bbox=[1, 93, 61, 112]
dateline: ("Post" Special Commissioner.) bbox=[539, 116, 654, 126]
divider bbox=[395, 1212, 526, 1213]
